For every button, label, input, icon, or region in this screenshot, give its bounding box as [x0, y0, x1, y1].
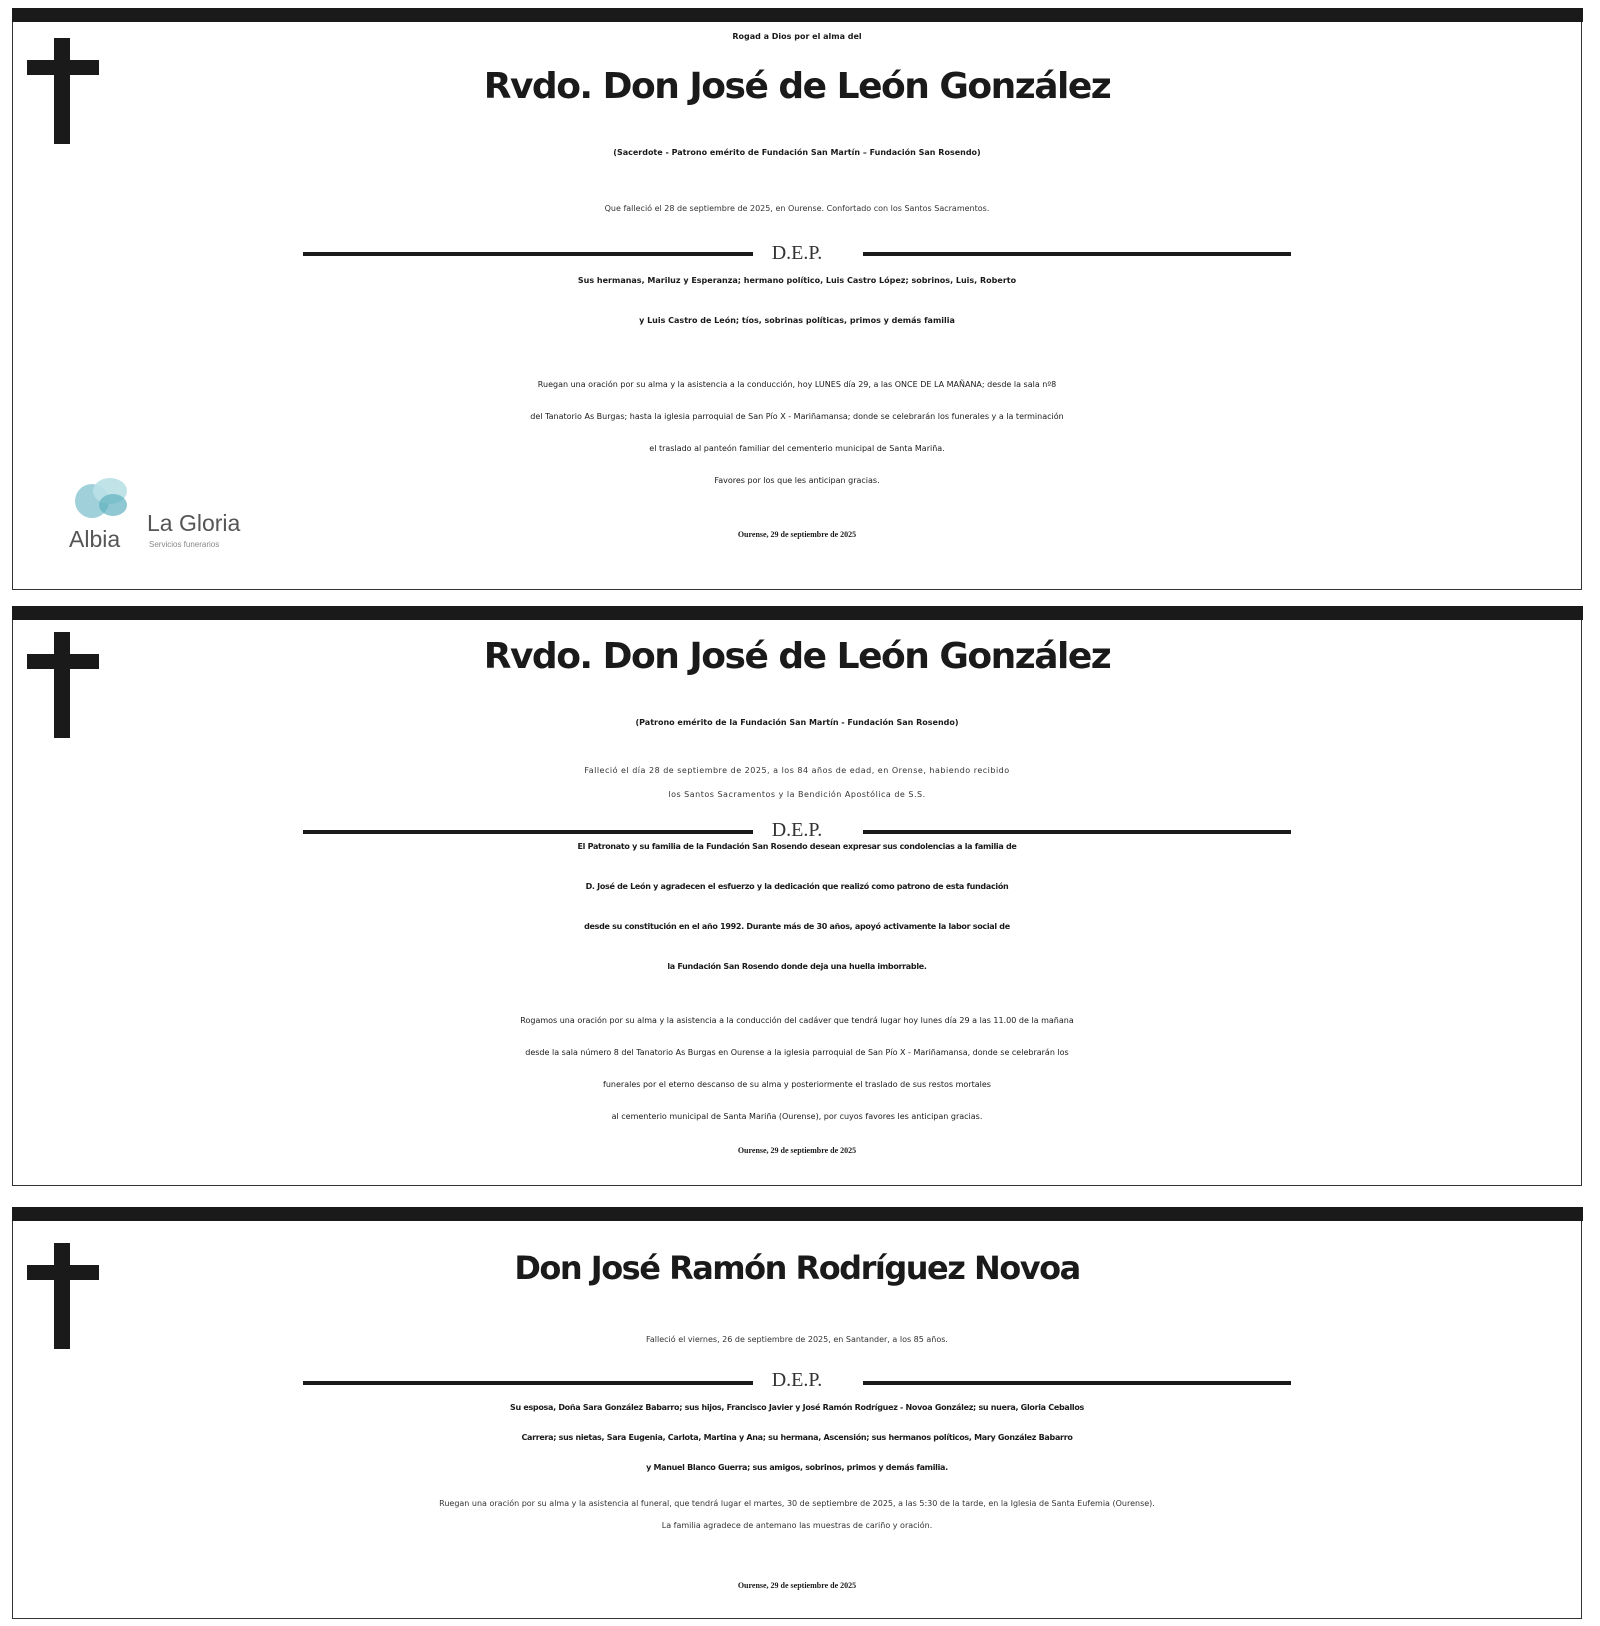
death-details-line-2: los Santos Sacramentos y la Bendición Apostólica de S.S.: [668, 790, 926, 799]
deceased-name: Rvdo. Don José de León González: [483, 636, 1111, 677]
prayer-line-3: el traslado al panteón familiar del cementerio municipal de Santa Mariña.: [649, 444, 945, 453]
condolence-line-1: El Patronato y su familia de la Fundación San Rosendo desean expresar sus condolencias a la familia de: [577, 842, 1017, 851]
dep-label: D.E.P.: [771, 242, 823, 264]
logo-name: La Gloria: [147, 510, 241, 536]
condolence-line-3: desde su constitución en el año 1992. Durante más de 30 años, apoyó activamente la labor social de: [584, 922, 1010, 931]
prayer-line-4: Favores por los que les anticipan gracias.: [714, 476, 880, 485]
notice-top-bar: [12, 606, 1583, 620]
prayer-line-4: al cementerio municipal de Santa Mariña (Ourense), por cuyos favores les anticipan gracias.: [611, 1112, 983, 1121]
family-line-1: Su esposa, Doña Sara González Babarro; sus hijos, Francisco Javier y José Ramón Rodríguez - Novoa González; su nuera, Gloria Ceballos: [509, 1403, 1085, 1412]
family-line-3: y Manuel Blanco Guerra; sus amigos, sobrinos, primos y demás familia.: [646, 1463, 948, 1472]
prayer-line-1: Ruegan una oración por su alma y la asistencia a la conducción, hoy LUNES día 29, a las ONCE DE LA MAÑANA; desde la sala nº8: [537, 380, 1057, 389]
deceased-name: Rvdo. Don José de León González: [483, 66, 1111, 107]
prayer-line-2: desde la sala número 8 del Tanatorio As Burgas en Ourense a la iglesia parroquial de San Pío X - Mariñamansa, donde se celebrarán los: [525, 1048, 1069, 1057]
logo-tagline: Servicios funerarios: [149, 540, 220, 549]
family-line-1: Sus hermanas, Mariluz y Esperanza; hermano político, Luis Castro López; sobrinos, Luis, Roberto: [577, 276, 1017, 285]
notice-top-bar: [12, 1207, 1583, 1221]
notice-date: Ourense, 29 de septiembre de 2025: [737, 530, 857, 539]
family-line-2: y Luis Castro de León; tíos, sobrinas políticas, primos y demás familia: [639, 316, 955, 325]
obituary-notice-3: [12, 1207, 1582, 1619]
notice-date: Ourense, 29 de septiembre de 2025: [737, 1581, 857, 1590]
deceased-subtitle: (Patrono emérito de la Fundación San Martín - Fundación San Rosendo): [635, 718, 959, 727]
deceased-name: Don José Ramón Rodríguez Novoa: [514, 1249, 1080, 1287]
death-details: Que falleció el 28 de septiembre de 2025, en Ourense. Confortado con los Santos Sacramentos.: [604, 204, 990, 213]
prayer-line-3: funerales por el eterno descanso de su alma y posteriormente el traslado de sus restos mortales: [603, 1080, 991, 1089]
dep-label: D.E.P.: [771, 1369, 823, 1391]
prayer-line-2: del Tanatorio As Burgas; hasta la iglesia parroquial de San Pío X - Mariñamansa; donde se celebrarán los funerales y a la terminación: [530, 412, 1064, 421]
prayer-line-1: Rogamos una oración por su alma y la asistencia a la conducción del cadáver que tendrá lugar hoy lunes día 29 a las 11.00 de la mañana: [520, 1016, 1074, 1025]
notice-intro: Rogad a Dios por el alma del: [732, 32, 862, 41]
condolence-line-4: la Fundación San Rosendo donde deja una huella imborrable.: [667, 962, 927, 971]
death-details: Falleció el viernes, 26 de septiembre de 2025, en Santander, a los 85 años.: [646, 1335, 948, 1344]
family-line-2: Carrera; sus nietas, Sara Eugenia, Carlota, Martina y Ana; su hermana, Ascensión; sus hermanos políticos, Mary González Babarro: [521, 1433, 1073, 1442]
albia-logo-icon: [73, 476, 131, 520]
death-details-line-1: Falleció el día 28 de septiembre de 2025, a los 84 años de edad, en Orense, habiendo recibido: [584, 766, 1010, 775]
notice-top-bar: [12, 8, 1583, 22]
prayer-line-2: La familia agradece de antemano las muestras de cariño y oración.: [661, 1521, 933, 1530]
condolence-line-2: D. José de León y agradecen el esfuerzo y la dedicación que realizó como patrono de esta fundación: [585, 882, 1009, 891]
notice-date: Ourense, 29 de septiembre de 2025: [737, 1146, 857, 1155]
obituary-notice-2: [12, 606, 1582, 1186]
prayer-line-1: Ruegan una oración por su alma y la asistencia al funeral, que tendrá lugar el martes, 30 de septiembre de 2025, a las 5:30 de la tarde, en la Iglesia de Santa Eufemia (Ourense).: [439, 1499, 1155, 1508]
funeral-home-logo: [69, 476, 269, 566]
dep-label: D.E.P.: [771, 819, 823, 841]
obituary-notice-1: [12, 8, 1582, 590]
logo-brand: Albia: [69, 526, 121, 552]
deceased-subtitle: (Sacerdote - Patrono emérito de Fundación San Martín – Fundación San Rosendo): [613, 148, 981, 157]
